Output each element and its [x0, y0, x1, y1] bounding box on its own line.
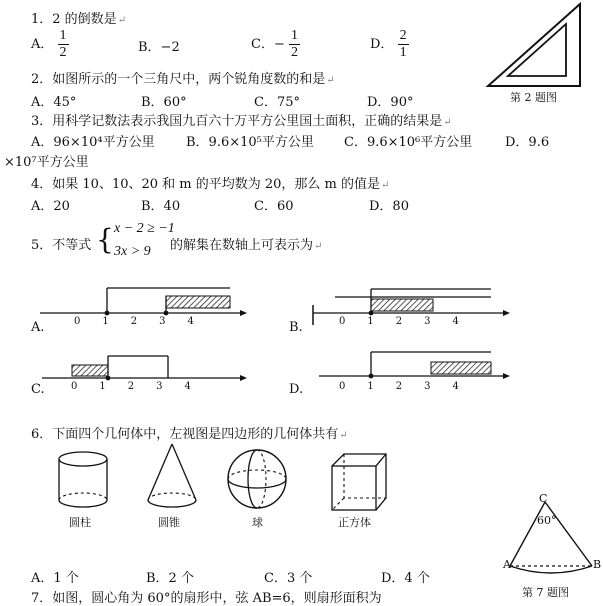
- sphere-label: 球: [252, 516, 263, 529]
- q6-option-c: C．3 个: [264, 571, 313, 586]
- sector-figure: [500, 492, 603, 582]
- number-line-b: [313, 285, 523, 335]
- q1-option-a: A． $\frac{1}{2}$: [31, 28, 67, 60]
- fraction: $\frac{1}{2}$: [290, 28, 298, 60]
- q5-label-b: B.: [289, 320, 303, 335]
- sector-angle-label: 60°: [537, 514, 557, 527]
- q4-stem: 4．如果 10、10、20 和 m 的平均数为 20，那么 m 的值是↵: [31, 177, 390, 192]
- cylinder-figure: [55, 450, 115, 512]
- triangle-ruler-figure: [486, 2, 582, 88]
- cube-figure: [328, 452, 390, 512]
- q3-stem: 3．用科学记数法表示我国九百六十万平方公里国土面积，正确的结果是↵: [31, 114, 452, 129]
- q4-option-c: C．60: [254, 199, 294, 214]
- q2-option-b: B．60°: [141, 95, 187, 110]
- q3-option-c: C．9.6×10⁶平方公里: [344, 135, 473, 150]
- q2-option-c: C．75°: [254, 95, 300, 110]
- q4-option-a: A．20: [31, 199, 70, 214]
- q6-option-b: B．2 个: [146, 571, 194, 586]
- q6-stem: 6．下面四个几何体中，左视图是四边形的几何体共有↵: [31, 427, 348, 442]
- q3-option-a: A．96×10⁴平方公里: [31, 135, 155, 150]
- cone-label: 圆锥: [158, 516, 180, 529]
- q5-stem: 5．不等式: [31, 238, 92, 253]
- q4-option-d: D．80: [369, 199, 409, 214]
- ticks-b: 0 1 2 3 4: [339, 316, 459, 327]
- q1-option-d: D． $\frac{2}{1}$: [370, 28, 407, 60]
- cube-label: 正方体: [338, 516, 371, 529]
- sphere-figure: [226, 448, 290, 512]
- q5-label-c: C.: [31, 382, 45, 397]
- q1-stem: 1．2 的倒数是↵: [31, 12, 127, 27]
- q6-option-d: D．4 个: [381, 571, 430, 586]
- q1-option-b: B．−2: [138, 40, 180, 55]
- sector-point-b: B: [593, 558, 602, 571]
- q7-figure-caption: 第 7 题图: [522, 586, 569, 599]
- q5-label-d: D.: [289, 382, 304, 397]
- q3-option-b: B．9.6×10⁵平方公里: [186, 135, 314, 150]
- ticks-a: 0 1 2 3 4: [74, 316, 194, 327]
- fraction: $\frac{1}{2}$: [59, 28, 67, 60]
- q5-stem-tail: 的解集在数轴上可表示为↵: [170, 238, 323, 253]
- ticks-c: 0 1 2 3 4: [71, 381, 191, 392]
- q3-option-d-wrap: ×10⁷平方公里: [4, 155, 89, 170]
- q2-stem: 2．如图所示的一个三角尺中，两个锐角度数的和是↵: [31, 72, 335, 87]
- brace: {: [96, 223, 114, 256]
- q5-label-a: A.: [31, 320, 45, 335]
- q5-inequality-1: x − 2 ≥ −1: [114, 221, 175, 236]
- q1-option-c: C．− $\frac{1}{2}$: [251, 28, 298, 60]
- sector-point-a: A: [503, 558, 511, 571]
- q2-option-d: D．90°: [367, 95, 414, 110]
- q2-figure-caption: 第 2 题图: [510, 91, 557, 104]
- q6-option-a: A．1 个: [31, 571, 79, 586]
- q2-option-a: A．45°: [31, 95, 77, 110]
- q5-inequality-2: 3x > 9: [114, 244, 151, 259]
- cone-figure: [144, 442, 204, 514]
- ticks-d: 0 1 2 3 4: [339, 381, 459, 392]
- fraction: $\frac{2}{1}$: [399, 28, 407, 60]
- sector-vertex-label: C: [539, 492, 548, 505]
- q7-stem: 7．如图，圆心角为 60°的扇形中，弦 AB=6，则扇形面积为: [31, 591, 382, 606]
- q3-option-d: D．9.6: [505, 135, 550, 150]
- q4-option-b: B．40: [141, 199, 181, 214]
- cylinder-label: 圆柱: [69, 516, 91, 529]
